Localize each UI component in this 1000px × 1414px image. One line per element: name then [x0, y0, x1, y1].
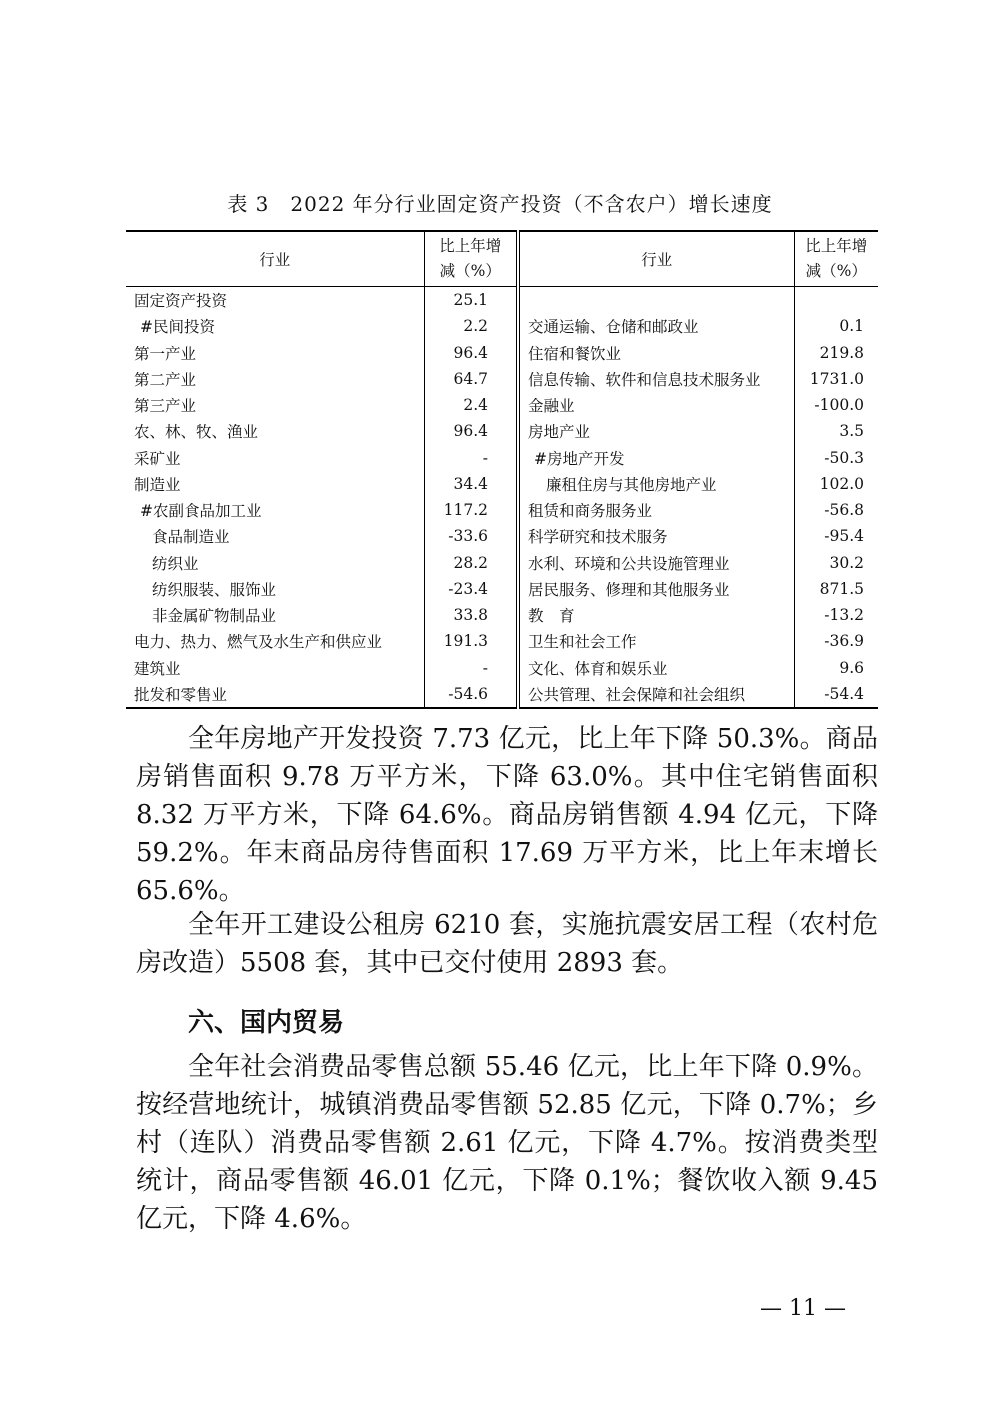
table-caption: 表 3 2022 年分行业固定资产投资（不含农户）增长速度: [227, 192, 773, 216]
right-industry: 金融业: [518, 392, 794, 418]
table-row: [126, 550, 878, 576]
table-row: [126, 418, 878, 444]
left-value: -54.6: [424, 681, 518, 708]
left-industry: 纺织服装、服饰业: [152, 580, 277, 599]
left-industry: 固定资产投资: [134, 292, 228, 311]
right-industry: 教 育: [518, 602, 794, 628]
paragraph-real-estate: 全年房地产开发投资 7.73 亿元，比上年下降 50.3%。商品房销售面积 9.78 万平方米，下降 63.0%。其中住宅销售面积 8.32 万平方米，下降 64.6%。商品房销售额 4.94 亿元，下降 59.2%。年末商品房待售面积 17.69 万平方米，比上年末增长 65.6%。: [136, 724, 878, 906]
left-industry: 第一产业: [134, 344, 197, 363]
right-value: -100.0: [794, 392, 878, 418]
page-number: — 11 —: [760, 1296, 846, 1321]
left-industry: 批发和零售业: [126, 681, 424, 708]
header-change-line2: 减（%）: [805, 262, 867, 280]
right-industry: 卫生和社会工作: [518, 628, 794, 654]
right-industry: 居民服务、修理和其他服务业: [518, 576, 794, 602]
right-value: [794, 287, 878, 314]
left-industry: 第三产业: [134, 397, 197, 416]
table-row: [126, 445, 878, 471]
left-value: 191.3: [424, 628, 518, 654]
left-value: -33.6: [424, 523, 518, 549]
right-industry: 房地产业: [518, 418, 794, 444]
right-value: 1731.0: [794, 366, 878, 392]
right-value: -13.2: [794, 602, 878, 628]
right-value: 219.8: [794, 340, 878, 366]
right-value: -56.8: [794, 497, 878, 523]
left-value: 2.4: [424, 392, 518, 418]
left-industry: 非金属矿物制品业: [152, 607, 277, 626]
right-industry: 交通运输、仓储和邮政业: [518, 313, 794, 339]
right-industry: 租赁和商务服务业: [518, 497, 794, 523]
right-industry: 文化、体育和娱乐业: [518, 655, 794, 681]
right-value: -54.4: [794, 681, 878, 708]
table-row: [126, 681, 878, 708]
right-value: 871.5: [794, 576, 878, 602]
left-value: -: [424, 445, 518, 471]
table-header-row: [126, 231, 878, 287]
table-row: [126, 523, 878, 549]
header-industry-left: 行业: [259, 251, 291, 269]
left-industry: 农、林、牧、渔业: [134, 423, 259, 442]
left-industry: 建筑业: [134, 659, 181, 678]
table-row: [126, 602, 878, 628]
right-value: -36.9: [794, 628, 878, 654]
header-industry-right: 行业: [518, 231, 794, 287]
right-industry: 公共管理、社会保障和社会组织: [518, 681, 794, 708]
right-industry: 科学研究和技术服务: [518, 523, 794, 549]
left-value: -: [424, 655, 518, 681]
right-value: 3.5: [794, 418, 878, 444]
table-row: [126, 287, 878, 314]
paragraph-retail: 全年社会消费品零售总额 55.46 亿元，比上年下降 0.9%。按经营地统计，城镇消费品零售额 52.85 亿元，下降 0.7%；乡村（连队）消费品零售额 2.61 亿元，下降 4.7%。按消费类型统计，商品零售额 46.01 亿元，下降 0.1%；餐饮收入额 9.45 亿元，下降 4.6%。: [136, 1052, 878, 1234]
left-industry: 食品制造业: [152, 528, 230, 547]
table-row: [126, 340, 878, 366]
right-value: -50.3: [794, 445, 878, 471]
left-industry: 第二产业: [134, 370, 197, 389]
section-heading: 六、国内贸易: [188, 1008, 345, 1038]
left-industry: 纺织业: [152, 554, 199, 573]
header-change-line2: 减（%）: [439, 262, 501, 280]
left-value: 25.1: [424, 287, 518, 314]
table-row: [126, 655, 878, 681]
left-industry: 采矿业: [134, 449, 181, 468]
right-industry: #房地产开发: [518, 445, 794, 471]
right-value: -95.4: [794, 523, 878, 549]
right-industry: 住宿和餐饮业: [518, 340, 794, 366]
right-industry: 廉租住房与其他房地产业: [518, 471, 794, 497]
header-change-right: [794, 231, 878, 287]
table-row: [126, 366, 878, 392]
right-value: 30.2: [794, 550, 878, 576]
right-industry: 水利、环境和公共设施管理业: [518, 550, 794, 576]
right-value: 9.6: [794, 655, 878, 681]
header-change-line1: 比上年增: [805, 237, 868, 255]
left-industry: #农副食品加工业: [140, 502, 262, 521]
left-value: 34.4: [424, 471, 518, 497]
header-change-line1: 比上年增: [439, 237, 502, 255]
table-row: [126, 313, 878, 339]
right-industry: [518, 287, 794, 314]
left-industry: 制造业: [134, 475, 181, 494]
right-value: 102.0: [794, 471, 878, 497]
left-value: 96.4: [424, 418, 518, 444]
left-value: 28.2: [424, 550, 518, 576]
left-value: 64.7: [424, 366, 518, 392]
table-row: [126, 497, 878, 523]
industry-investment-table: [126, 230, 878, 709]
paragraph-housing: 全年开工建设公租房 6210 套，实施抗震安居工程（农村危房改造）5508 套，其中已交付使用 2893 套。: [136, 910, 878, 978]
left-value: -23.4: [424, 576, 518, 602]
table-row: [126, 576, 878, 602]
header-change-left: [424, 231, 518, 287]
table-row: [126, 392, 878, 418]
right-industry: 信息传输、软件和信息技术服务业: [518, 366, 794, 392]
right-value: 0.1: [794, 313, 878, 339]
left-value: 2.2: [424, 313, 518, 339]
table-row: [126, 471, 878, 497]
left-value: 117.2: [424, 497, 518, 523]
left-industry: #民间投资: [140, 318, 215, 337]
table-row: [126, 628, 878, 654]
left-industry: 电力、热力、燃气及水生产和供应业: [134, 633, 383, 652]
left-value: 96.4: [424, 340, 518, 366]
left-value: 33.8: [424, 602, 518, 628]
